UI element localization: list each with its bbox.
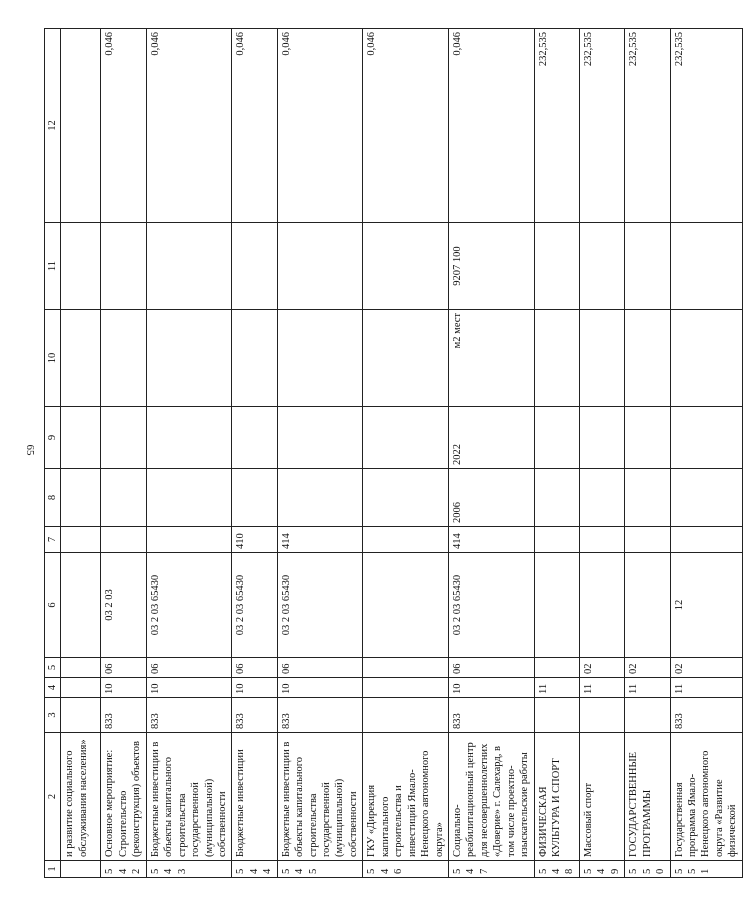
- cell-row-name: Массовый спорт: [579, 733, 624, 861]
- cell-subsection-code: 06: [448, 658, 534, 678]
- cell-subsection-code: [363, 658, 449, 678]
- cell-row-number: 545: [277, 861, 363, 878]
- cell-capacity-unit: [277, 310, 363, 407]
- cell-target-article: 03 2 03 65430: [277, 553, 363, 658]
- column-number-6: 6: [45, 553, 61, 658]
- table-row: [232, 29, 277, 878]
- cell-row-name: и развитие социального обслуживания населения»: [61, 733, 101, 861]
- column-number-12: 12: [45, 29, 61, 223]
- table-row: [534, 29, 579, 878]
- table-header-row: [45, 29, 61, 878]
- cell-row-number: 548: [534, 861, 579, 878]
- cell-row-number: 543: [146, 861, 232, 878]
- cell-capacity-value: [101, 223, 146, 310]
- cell-capacity-unit: [534, 310, 579, 407]
- column-number-7: 7: [45, 527, 61, 553]
- cell-expense-type: 414: [277, 527, 363, 553]
- cell-gr-code: [363, 698, 449, 733]
- cell-expense-type: [101, 527, 146, 553]
- cell-row-name: ФИЗИЧЕСКАЯ КУЛЬТУРА И СПОРТ: [534, 733, 579, 861]
- cell-section-code: 11: [579, 678, 624, 698]
- cell-row-number: 542: [101, 861, 146, 878]
- cell-end-year: [61, 407, 101, 469]
- column-number-1: 1: [45, 861, 61, 878]
- cell-section-code: [61, 678, 101, 698]
- cell-capacity-value: [579, 223, 624, 310]
- cell-start-year: [277, 469, 363, 527]
- cell-expense-type: [625, 527, 670, 553]
- cell-capacity-value: [277, 223, 363, 310]
- cell-target-article: 12: [670, 553, 742, 658]
- cell-capacity-unit: [579, 310, 624, 407]
- table-row: [579, 29, 624, 878]
- cell-end-year: [670, 407, 742, 469]
- cell-subsection-code: 06: [146, 658, 232, 678]
- table-row: [146, 29, 232, 878]
- cell-row-name: ГОСУДАРСТВЕННЫЕ ПРОГРАММЫ: [625, 733, 670, 861]
- cell-row-name: Государственная программа Ямало-Ненецкого автономного округа «Развитие физической: [670, 733, 742, 861]
- cell-target-article: [534, 553, 579, 658]
- cell-subsection-code: 06: [277, 658, 363, 678]
- cell-row-name: Основное мероприятие: Строительство (реконструкция) объектов: [101, 733, 146, 861]
- cell-amount: 232,535: [534, 29, 579, 223]
- cell-start-year: [61, 469, 101, 527]
- cell-row-name: Бюджетные инвестиции в объекты капитального строительства государственной (муниципальной) собственности: [146, 733, 232, 861]
- column-number-5: 5: [45, 658, 61, 678]
- column-number-9: 9: [45, 407, 61, 469]
- column-number-3: 3: [45, 698, 61, 733]
- cell-section-code: 10: [146, 678, 232, 698]
- budget-table: [44, 28, 743, 878]
- cell-row-number: 551: [670, 861, 742, 878]
- cell-amount: 232,535: [670, 29, 742, 223]
- cell-section-code: 11: [670, 678, 742, 698]
- cell-target-article: 03 2 03: [101, 553, 146, 658]
- cell-amount: 232,535: [625, 29, 670, 223]
- cell-target-article: [579, 553, 624, 658]
- table-row: [277, 29, 363, 878]
- cell-section-code: 11: [534, 678, 579, 698]
- cell-start-year: [625, 469, 670, 527]
- cell-end-year: [579, 407, 624, 469]
- cell-capacity-unit: [146, 310, 232, 407]
- cell-expense-type: [146, 527, 232, 553]
- cell-subsection-code: 02: [579, 658, 624, 678]
- cell-gr-code: [579, 698, 624, 733]
- table-row: [625, 29, 670, 878]
- column-number-2: 2: [45, 733, 61, 861]
- cell-row-name: ГКУ «Дирекция капитального строительства и инвестиций Ямало-Ненецкого автономного округа»: [363, 733, 449, 861]
- cell-amount: [61, 29, 101, 223]
- cell-row-number: 550: [625, 861, 670, 878]
- cell-expense-type: [579, 527, 624, 553]
- cell-end-year: [534, 407, 579, 469]
- cell-row-number: 549: [579, 861, 624, 878]
- cell-expense-type: [670, 527, 742, 553]
- cell-expense-type: [363, 527, 449, 553]
- cell-capacity-unit: [232, 310, 277, 407]
- cell-amount: 232,535: [579, 29, 624, 223]
- cell-capacity-value: [61, 223, 101, 310]
- cell-section-code: 10: [277, 678, 363, 698]
- cell-start-year: 2006: [448, 469, 534, 527]
- cell-target-article: 03 2 03 65430: [146, 553, 232, 658]
- cell-row-name: Бюджетные инвестиции в объекты капитального строительства государственной (муниципальной) собственности: [277, 733, 363, 861]
- cell-capacity-value: [670, 223, 742, 310]
- cell-end-year: [625, 407, 670, 469]
- cell-gr-code: [625, 698, 670, 733]
- cell-amount: 0,046: [146, 29, 232, 223]
- cell-capacity-value: [625, 223, 670, 310]
- cell-subsection-code: [61, 658, 101, 678]
- cell-row-number: [61, 861, 101, 878]
- cell-row-number: 544: [232, 861, 277, 878]
- table-row: [448, 29, 534, 878]
- cell-expense-type: 410: [232, 527, 277, 553]
- cell-row-name: Бюджетные инвестиции: [232, 733, 277, 861]
- cell-amount: 0,046: [101, 29, 146, 223]
- cell-end-year: [277, 407, 363, 469]
- cell-amount: 0,046: [232, 29, 277, 223]
- cell-row-number: 547: [448, 861, 534, 878]
- cell-section-code: 10: [232, 678, 277, 698]
- cell-section-code: 10: [101, 678, 146, 698]
- cell-section-code: [363, 678, 449, 698]
- cell-amount: 0,046: [363, 29, 449, 223]
- column-number-4: 4: [45, 678, 61, 698]
- cell-subsection-code: 06: [232, 658, 277, 678]
- cell-gr-code: 833: [146, 698, 232, 733]
- cell-capacity-unit: [363, 310, 449, 407]
- cell-expense-type: [534, 527, 579, 553]
- cell-start-year: [101, 469, 146, 527]
- cell-gr-code: 833: [101, 698, 146, 733]
- cell-amount: 0,046: [277, 29, 363, 223]
- cell-target-article: [61, 553, 101, 658]
- table-row: [101, 29, 146, 878]
- column-number-11: 11: [45, 223, 61, 310]
- cell-capacity-unit: [61, 310, 101, 407]
- cell-capacity-unit: [670, 310, 742, 407]
- column-number-10: 10: [45, 310, 61, 407]
- cell-row-number: 546: [363, 861, 449, 878]
- cell-section-code: 10: [448, 678, 534, 698]
- page-number: 65: [24, 444, 36, 456]
- cell-section-code: 11: [625, 678, 670, 698]
- cell-start-year: [363, 469, 449, 527]
- cell-target-article: [363, 553, 449, 658]
- cell-amount: 0,046: [448, 29, 534, 223]
- cell-expense-type: [61, 527, 101, 553]
- cell-subsection-code: [534, 658, 579, 678]
- cell-target-article: 03 2 03 65430: [448, 553, 534, 658]
- cell-end-year: 2022: [448, 407, 534, 469]
- cell-start-year: [232, 469, 277, 527]
- cell-gr-code: 833: [232, 698, 277, 733]
- cell-capacity-value: 9207 100: [448, 223, 534, 310]
- table-row: [61, 29, 101, 878]
- cell-gr-code: 833: [277, 698, 363, 733]
- cell-end-year: [363, 407, 449, 469]
- cell-target-article: 03 2 03 65430: [232, 553, 277, 658]
- cell-capacity-value: [232, 223, 277, 310]
- table-row: [670, 29, 742, 878]
- cell-gr-code: 833: [670, 698, 742, 733]
- cell-end-year: [146, 407, 232, 469]
- cell-start-year: [579, 469, 624, 527]
- cell-gr-code: 833: [448, 698, 534, 733]
- column-number-8: 8: [45, 469, 61, 527]
- cell-capacity-value: [363, 223, 449, 310]
- cell-target-article: [625, 553, 670, 658]
- cell-capacity-value: [146, 223, 232, 310]
- cell-gr-code: [534, 698, 579, 733]
- cell-subsection-code: 06: [101, 658, 146, 678]
- cell-expense-type: 414: [448, 527, 534, 553]
- cell-subsection-code: 02: [625, 658, 670, 678]
- cell-subsection-code: 02: [670, 658, 742, 678]
- cell-start-year: [146, 469, 232, 527]
- cell-capacity-unit: [101, 310, 146, 407]
- cell-gr-code: [61, 698, 101, 733]
- cell-capacity-unit: м2 мест: [448, 310, 534, 407]
- cell-capacity-value: [534, 223, 579, 310]
- cell-capacity-unit: [625, 310, 670, 407]
- cell-start-year: [670, 469, 742, 527]
- cell-start-year: [534, 469, 579, 527]
- cell-row-name: Социально-реабилитационный центр для несовершеннолетних «Доверие» г. Салехард, в том числе проектно-изыскательские работы: [448, 733, 534, 861]
- rotated-page-content: [44, 29, 739, 878]
- table-row: [363, 29, 449, 878]
- cell-end-year: [232, 407, 277, 469]
- cell-end-year: [101, 407, 146, 469]
